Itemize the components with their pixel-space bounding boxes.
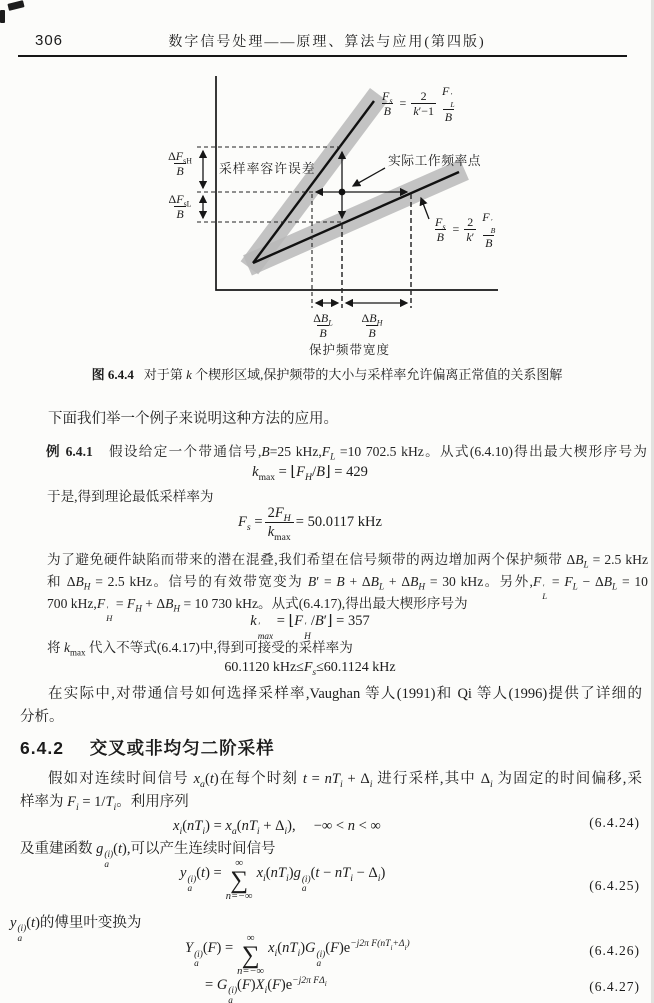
second-order-paragraph-line-2: 样率为 $F_i = 1/T_i$。利用序列 xyxy=(20,794,189,813)
practice-paragraph-line-2: 分析。 xyxy=(20,709,64,725)
section-number: 6.4.2 xyxy=(20,738,64,758)
page-number: 306 xyxy=(35,32,64,49)
example-heading-line: 例 6.4.1 假设给定一个带通信号,B=25 $kHz,F_L =10$ 702.5 kHz。从式(6.4.10)得出最大楔形序号为 xyxy=(46,444,647,462)
operating-point-label: 实际工作频率点 xyxy=(388,154,482,168)
section-title: 交叉或非均匀二阶采样 xyxy=(89,738,275,758)
figure-caption xyxy=(0,364,654,383)
lower-line-pointer-arrow xyxy=(421,198,429,219)
sum-lower-limit: n=−∞ xyxy=(237,966,265,977)
example-paragraph-line-1: 为了避免硬件缺陷而带来的潜在混叠,我们希望在信号频带的两边增加两个保护频带 $\Delta B_L = 2.5$ kHz xyxy=(47,552,648,570)
fraction-numerator: $\Delta F_{sL}$ xyxy=(168,192,192,209)
example-paragraph-line-3: 700 kHz,F ′ H = $F_H + \Delta B_H = 10$ 730 kHz。从式(6.4.17),得出最大楔形序号为 xyxy=(47,596,468,624)
fraction-numerator: F ′ B xyxy=(482,210,496,235)
equation-6-4-27: = G (i) a $(F)X_i(F)e^{-j2\pi F\Delta i}$ xyxy=(205,975,327,1003)
fraction-denominator: B xyxy=(176,164,184,179)
sum-upper-limit: ∞ xyxy=(235,857,244,869)
sigma-glyph: ∑ xyxy=(230,867,249,894)
fraction-numerator: $\Delta B_H$ xyxy=(361,311,383,328)
delta-FsL-fraction xyxy=(158,192,202,222)
guard-band-width-label: 保护频带宽度 xyxy=(309,343,391,357)
equation-range: 60.1120 $kHz\le F_s\le 60.1124$ kHz xyxy=(224,660,396,678)
equation-number-6-4-27: (6.4.27) xyxy=(589,979,640,994)
section-heading xyxy=(20,735,275,760)
example-paragraph-line-2: 和 $\Delta B_H = 2.5$ kHz。信号的有效带宽变为 $B' = B + \Delta B_L + \Delta B_H = 30$ kHz。另外,F ′ L = $F_L - \Delta B_L = 10$ xyxy=(47,574,648,602)
equation-6-4-25 xyxy=(180,858,385,903)
fraction-numerator: F ′ L xyxy=(442,84,455,109)
summation-symbol xyxy=(226,858,253,903)
equation-rhs: $x_i(nT_i)G$ (i) a $(F)e^{-j2\pi F(nTi+\Delta i)}$ xyxy=(268,938,410,970)
fraction-denominator: B xyxy=(319,326,327,341)
equation-number-6-4-26: (6.4.26) xyxy=(589,943,640,958)
fraction-numerator: $\Delta B_L$ xyxy=(313,311,333,328)
sum-lower-limit: n=−∞ xyxy=(225,891,253,902)
jiang-line: 将 $k_{max}$ 代入不等式(6.4.17)中,得到可接受的采样率为 xyxy=(47,640,353,658)
fraction-numerator: $\Delta F_{sH}$ xyxy=(168,149,192,166)
equals-sign: = xyxy=(399,96,407,111)
equation-lhs: $F_s$ = xyxy=(238,514,263,534)
operating-point-dot xyxy=(339,189,346,196)
equation-number-6-4-25: (6.4.25) xyxy=(589,878,640,893)
equation-kmax: $k_{max}$ = $⌊F_H/B⌋ = 429$ xyxy=(252,464,368,483)
fraction-numerator: $F_s$ xyxy=(435,215,446,232)
fraction-numerator: $2F_H$ xyxy=(267,505,291,524)
figure-caption-number: 图 6.4.4 xyxy=(91,367,134,382)
yushi-line: 于是,得到理论最低采样率为 xyxy=(47,489,214,504)
sampling-tolerance-label: 采样率容许误差 xyxy=(219,162,316,176)
fraction-denominator: B xyxy=(383,104,391,119)
equation-6-4-24: $x_i(nT_i) = x_a(nT_i + \Delta_i)$, −∞ < n < ∞ xyxy=(173,818,381,837)
fraction-denominator: B xyxy=(368,326,376,341)
fraction-denominator: k′ xyxy=(466,230,475,245)
intro-paragraph: 下面我们举一个例子来说明这种方法的应用。 xyxy=(48,411,338,427)
equation-lhs: y (i) a (t) = xyxy=(180,865,222,895)
fourier-transform-line: y (i) a (t)的傅里叶变换为 xyxy=(10,915,142,944)
equals-sign: = xyxy=(452,222,460,237)
fraction-denominator: B xyxy=(436,230,444,245)
rebuild-function-line: 及重建函数 g (i) a (t),可以产生连续时间信号 xyxy=(20,841,276,870)
fraction-denominator: $k_{max}$ xyxy=(265,522,294,541)
practice-paragraph-line-1: 在实际中,对带通信号如何选择采样率,Vaughan 等人(1991)和 Qi 等人(1996)提供了详细的 xyxy=(48,686,642,702)
operating-point-pointer-arrow xyxy=(353,168,385,186)
equation-rhs: $x_i(nT_i)g$ (i) a $(t - nT_i - \Delta_i)$ xyxy=(256,865,386,895)
equation-fs xyxy=(20,504,600,544)
fraction-denominator: B xyxy=(176,207,184,222)
sum-upper-limit: ∞ xyxy=(246,932,255,944)
fraction-numerator: 2 xyxy=(420,89,427,104)
fraction-denominator: B xyxy=(444,109,453,124)
summation-symbol xyxy=(237,933,264,978)
equation-rhs: = 50.0117 kHz xyxy=(295,514,382,531)
second-order-paragraph-line-1: 假如对连续时间信号 $x_a(t)$在每个时刻 $t = nT_i + \Delta_i$ 进行采样,其中 $\Delta_i$ 为固定的时间偏移,采 xyxy=(48,771,643,790)
delta-BL-fraction xyxy=(301,311,345,341)
equation-lhs: Y (i) a (F) = xyxy=(185,940,234,970)
delta-FsH-fraction xyxy=(158,149,202,179)
equation-number-6-4-24: (6.4.24) xyxy=(589,815,640,830)
running-header-title: 数字信号处理——原理、算法与应用(第四版) xyxy=(168,35,486,50)
fraction-numerator: $F_s$ xyxy=(382,89,393,106)
delta-BH-fraction xyxy=(350,311,394,341)
sigma-glyph: ∑ xyxy=(241,942,260,969)
equation-6-4-26 xyxy=(185,933,410,978)
fraction-denominator: k′−1 xyxy=(413,104,435,119)
figure-caption-text: 对于第 k 个楔形区域,保护频带的大小与采样率允许偏离正常值的关系图解 xyxy=(143,367,563,382)
fraction-denominator: B xyxy=(485,235,493,250)
equation-kpmax: k ′ max = ⌊F ′ H /B′⌋ = 357 xyxy=(250,613,370,642)
fraction-numerator: 2 xyxy=(467,215,474,230)
lower-line-equation xyxy=(431,210,499,250)
upper-line-equation xyxy=(378,84,459,124)
